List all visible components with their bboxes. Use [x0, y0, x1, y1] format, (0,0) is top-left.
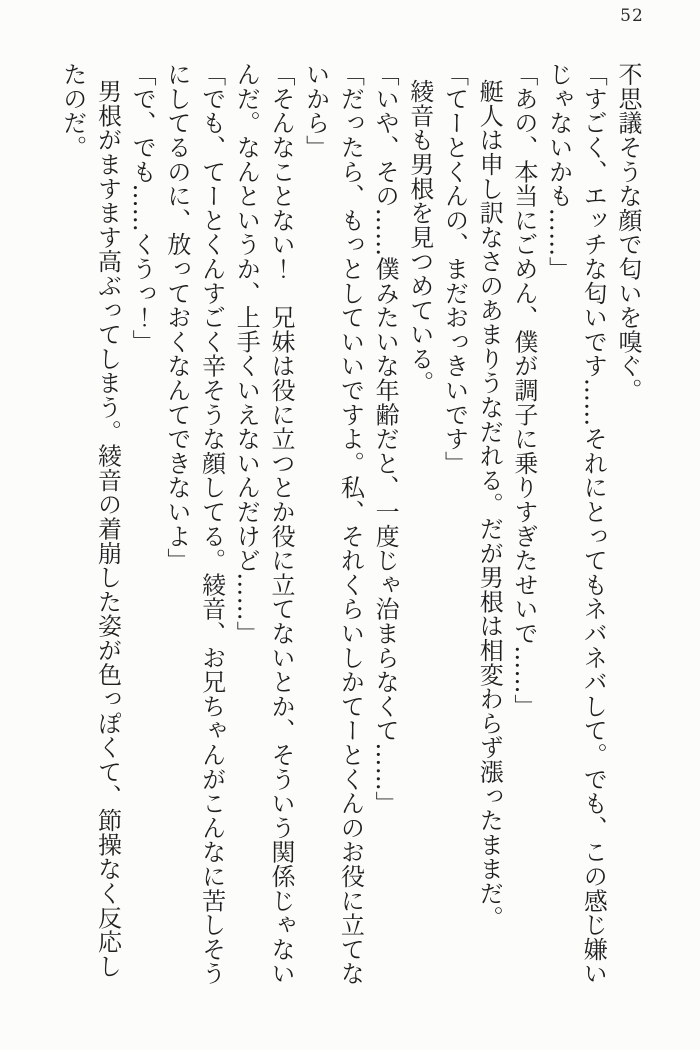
paragraph-dialogue: 「で、でも……くうっ！」 [128, 62, 157, 354]
paragraph-dialogue: 「あの、本当にごめん、僕が調子に乗りすぎたせいで……」 [509, 62, 538, 719]
paragraph-narration-continued: 不思議そうな顔で匂いを嗅ぐ。 [614, 62, 642, 403]
text-block [49, 62, 645, 987]
paragraph-dialogue: 「そんなことない！ 兄妹は役に立つとか役に立てないとか、そういう関係じゃないんだ。なんというか、上手くいえないんだけど……」 [232, 62, 295, 986]
paragraph-dialogue: 「いや、その……僕みたいな年齢だと、一度じゃ治まらなくて……」 [371, 62, 400, 816]
paragraph-narration: 綾音も男根を見つめている。 [405, 78, 434, 395]
paragraph-dialogue: 「でも、てーとくんすごく辛そうな顔してる。綾音、お兄ちゃんがこんなに苦しそうにしてるのに、放っておくなんてできないよ」 [162, 62, 226, 986]
paragraph-dialogue: 「てーとくんの、まだおっきいです」 [440, 62, 469, 476]
paragraph-narration: 男根がますます高ぶってしまう。綾音の着崩した姿が色っぽくて、節操なく反応したのだ。 [58, 62, 122, 978]
paragraph-narration: 艇人は申し訳なさのあまりうなだれる。だが男根は相変わらず漲ったままだ。 [475, 78, 504, 930]
paragraph-dialogue: 「すごく、エッチな匂いです……それにとってもネバネバして。でも、この感じ嫌いじゃないかも……」 [544, 62, 608, 986]
page-number: 52 [620, 6, 644, 26]
paragraph-dialogue: 「だったら、もっとしていいですよ。私、それくらいしかてーとくんのお役に立てないから」 [301, 62, 365, 986]
